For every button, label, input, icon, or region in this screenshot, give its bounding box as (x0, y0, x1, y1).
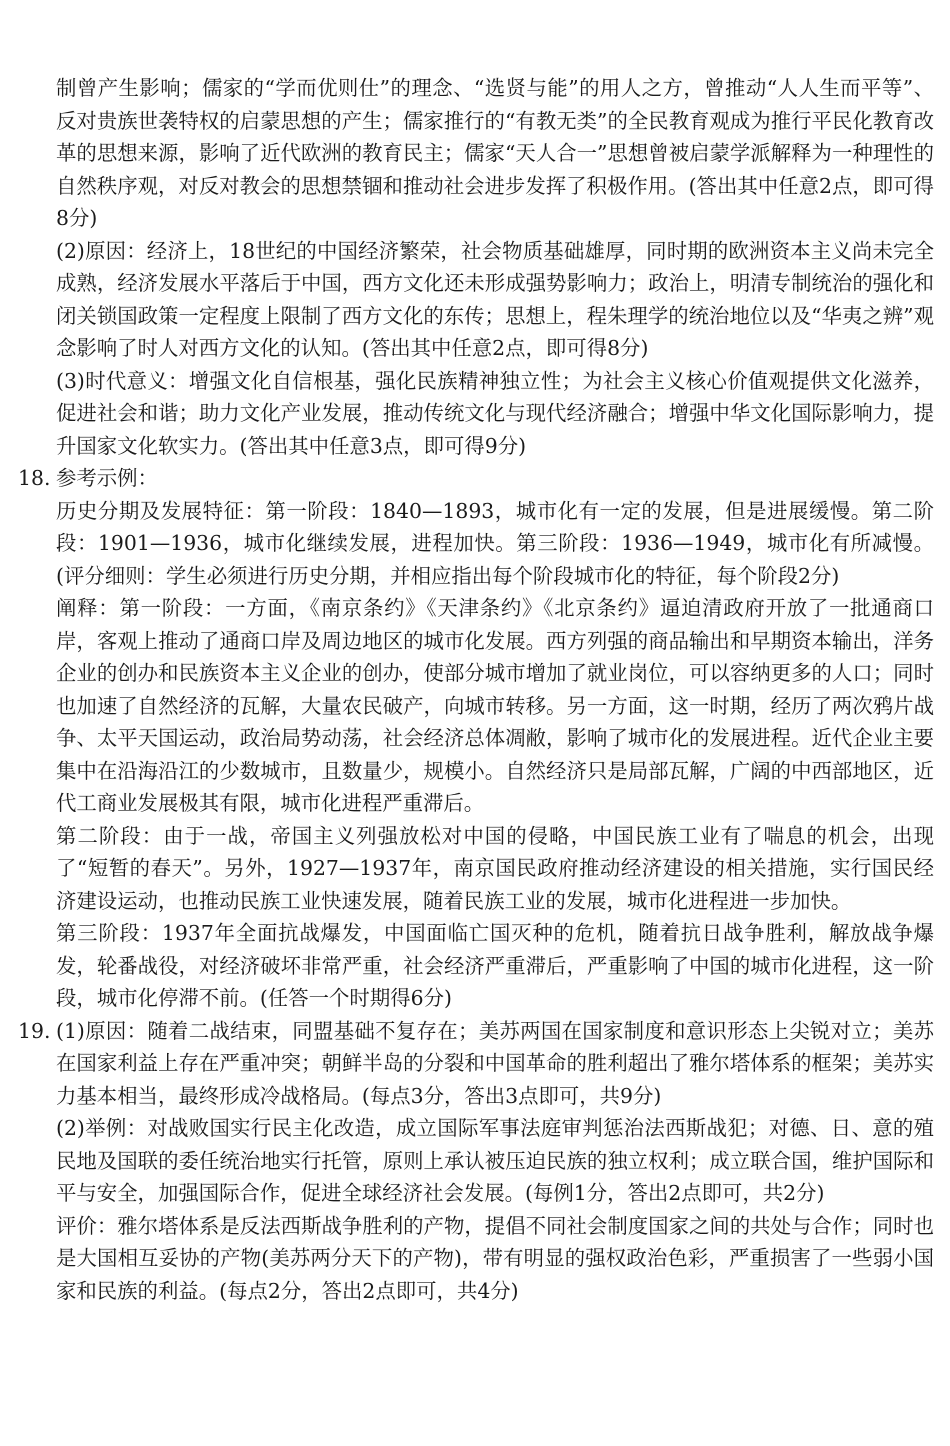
answer-document (18, 72, 934, 1307)
q18-explain-stage2: 第二阶段：由于一战，帝国主义列强放松对中国的侵略，中国民族工业有了喘息的机会，出现了“短暂的春天”。另外，1927—1937年，南京国民政府推动经济建设的相关措施，实行国民经济建设运动，也推动民族工业快速发展，随着民族工业的发展，城市化进程进一步加快。 (56, 823, 934, 913)
question-18-block (18, 462, 934, 1015)
q17-part1-continuation: 制曾产生影响；儒家的“学而优则仕”的理念、“选贤与能”的用人之方，曾推动“人人生而平等”、反对贵族世袭特权的启蒙思想的产生；儒家推行的“有教无类”的全民教育观成为推行平民化教育改革的思想来源，影响了近代欧洲的教育民主；儒家“天人合一”思想曾被启蒙学派解释为一种理性的自然秩序观，对反对教会的思想禁锢和推动社会进步发挥了积极作用。(答出其中任意2点，即可得8分) (56, 76, 934, 230)
q19-part1-reasons: (1)原因：随着二战结束，同盟基础不复存在；美苏两国在国家制度和意识形态上尖锐对立；美苏在国家利益上存在严重冲突；朝鲜半岛的分裂和中国革命的胜利超出了雅尔塔体系的框架；美苏实力基本相当，最终形成冷战格局。(每点3分，答出3点即可，共9分) (56, 1018, 934, 1108)
q17-part2-reasons: (2)原因：经济上，18世纪的中国经济繁荣，社会物质基础雄厚，同时期的欧洲资本主义尚未完全成熟，经济发展水平落后于中国，西方文化还未形成强势影响力；政治上，明清专制统治的强化和闭关锁国政策一定程度上限制了西方文化的东传；思想上，程朱理学的统治地位以及“华夷之辨”观念影响了时人对西方文化的认知。(答出其中任意2点，即可得8分) (56, 238, 934, 360)
q19-part2-examples: (2)举例：对战败国实行民主化改造，成立国际军事法庭审判惩治法西斯战犯；对德、日、意的殖民地及国联的委任统治地实行托管，原则上承认被压迫民族的独立权利；成立联合国，维护国际和平与安全，加强国际合作，促进全球经济社会发展。(每例1分，答出2点即可，共2分) (56, 1116, 934, 1205)
q18-stages: 历史分期及发展特征：第一阶段：1840—1893，城市化有一定的发展，但是进展缓慢。第二阶段：1901—1936，城市化继续发展，进程加快。第三阶段：1936—1949，城市化有所减慢。(评分细则：学生必须进行历史分期，并相应指出每个阶段城市化的特征，每个阶段2分) (56, 498, 934, 588)
q18-explain-stage1: 阐释：第一阶段：一方面，《南京条约》《天津条约》《北京条约》逼迫清政府开放了一批通商口岸，客观上推动了通商口岸及周边地区的城市化发展。西方列强的商品输出和早期资本输出，洋务企业的创办和民族资本主义企业的创办，使部分城市增加了就业岗位，可以容纳更多的人口；同时也加速了自然经济的瓦解，大量农民破产，向城市转移。另一方面，这一时期，经历了两次鸦片战争、太平天国运动，政治局势动荡，社会经济总体凋敝，影响了城市化的发展进程。近代企业主要集中在沿海沿江的少数城市，且数量少，规模小。自然经济只是局部瓦解，广阔的中西部地区，近代工商业发展极其有限，城市化进程严重滞后。 (56, 596, 934, 815)
question-18-number: 18. (18, 466, 51, 490)
question-19-block (18, 1015, 934, 1308)
question-17-block (18, 72, 934, 462)
q18-explain-stage3: 第三阶段：1937年全面抗战爆发，中国面临亡国灭种的危机，随着抗日战争胜利，解放战争爆发，轮番战役，对经济破坏非常严重，社会经济严重滞后，严重影响了中国的城市化进程，这一阶段，城市化停滞不前。(任答一个时期得6分) (56, 921, 934, 1010)
q17-part3-significance: (3)时代意义：增强文化自信根基，强化民族精神独立性；为社会主义核心价值观提供文化滋养，促进社会和谐；助力文化产业发展，推动传统文化与现代经济融合；增强中华文化国际影响力，提升国家文化软实力。(答出其中任意3点，即可得9分) (56, 368, 934, 458)
question-19-number: 19. (18, 1018, 51, 1043)
q19-evaluation: 评价：雅尔塔体系是反法西斯战争胜利的产物，提倡不同社会制度国家之间的共处与合作；同时也是大国相互妥协的产物(美苏两分天下的产物)，带有明显的强权政治色彩，严重损害了一些弱小国家和民族的利益。(每点2分，答出2点即可，共4分) (56, 1213, 934, 1303)
q18-intro: 参考示例： (56, 466, 158, 490)
